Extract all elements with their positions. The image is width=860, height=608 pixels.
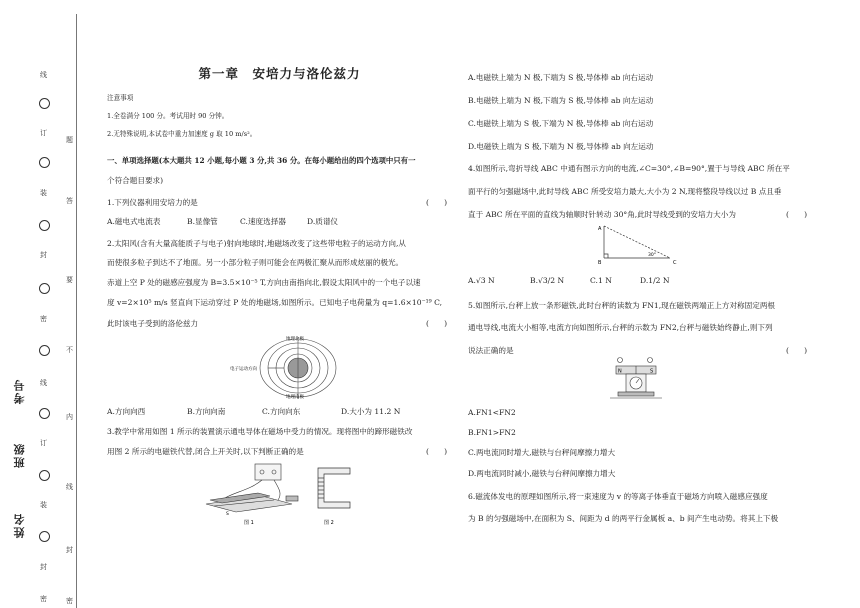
q2-option-a: A.方向向西 — [107, 407, 146, 416]
binding-hole — [39, 408, 50, 419]
q2-option-b: B.方向向南 — [187, 407, 226, 416]
binding-hole — [39, 98, 50, 109]
q3-figure-2-electromagnet — [318, 468, 350, 508]
q3-figure-1-apparatus — [206, 464, 298, 512]
binding-char: 密 — [40, 315, 47, 323]
q5-option-a: A.FN1<FN2 — [468, 408, 516, 417]
q4-option-c: C.1 N — [590, 276, 612, 285]
notes-heading: 注意事项 — [107, 94, 134, 102]
q5-line: 5.如图所示,台秤上放一条形磁铁,此时台秤的读数为 FN1,现在磁铁两端正上方对称固定两根 — [468, 301, 776, 310]
q2-option-d: D.大小为 11.2 N — [341, 407, 401, 416]
binding-hole — [39, 283, 50, 294]
binding-char: 密 — [40, 595, 47, 603]
q2-line: 而使很多粒子到达不了地面。另一小部分粒子则可能会在两极汇聚从而形成炫丽的极光。 — [107, 258, 404, 267]
class-label: 班级 — [13, 442, 26, 468]
binding-char: 装 — [40, 189, 47, 197]
q4-option-a: A.√3 N — [468, 276, 495, 285]
exam-number-label: 考号 — [13, 378, 26, 404]
note-1: 1.全卷满分 100 分。考试用时 90 分钟。 — [107, 112, 229, 120]
q5-option-c: C.两电流同时增大,磁铁与台秤间摩擦力增大 — [468, 448, 616, 457]
section-heading — [107, 155, 415, 166]
fig-label-electron-dir: 电子运动方向 — [230, 367, 257, 372]
name-label: 姓名 — [13, 512, 26, 538]
binding-char: 封 — [40, 251, 47, 259]
q5-figure-scale-magnet — [606, 356, 666, 404]
q4-figure-triangle — [596, 222, 682, 266]
page-title: 第一章 安培力与洛伦兹力 — [198, 66, 361, 81]
binding-char: 线 — [40, 71, 47, 79]
q3-figures — [200, 460, 360, 530]
q2-line: 2.太阳风(含有大量高能质子与电子)射向地球时,地磁场改变了这些带电粒子的运动方向,从 — [107, 239, 406, 248]
binding-char: 不 — [66, 346, 73, 354]
q3-option-a: A.电磁铁上端为 N 极,下端为 S 极,导体棒 ab 向右运动 — [468, 73, 654, 82]
q1-option-a: A.磁电式电流表 — [107, 217, 161, 226]
q2-line: 赤道上空 P 处的磁感应强度为 B=3.5×10⁻⁵ T,方向由南指向北,假设太阳风中的一个电子以速 — [107, 278, 421, 287]
q4-option-d: D.1/2 N — [640, 276, 670, 285]
fig-label-south: 地理南极 — [286, 395, 304, 400]
fig-label-1: 图 1 — [244, 520, 254, 526]
binding-hole — [39, 157, 50, 168]
binding-char: 订 — [40, 439, 47, 447]
q3-option-c: C.电磁铁上端为 S 极,下端为 N 极,导体棒 ab 向右运动 — [468, 119, 654, 128]
binding-char: 订 — [40, 129, 47, 137]
q4-option-b: B.√3/2 N — [530, 276, 565, 285]
magnet-s-label: S — [650, 368, 654, 375]
q3-line: 3.教学中常用如图 1 所示的装置演示通电导体在磁场中受力的情况。现将图中的蹄形磁铁改 — [107, 427, 413, 436]
fig-label-b: B — [598, 260, 602, 266]
binding-char: 封 — [66, 546, 73, 554]
q2-figure-earth-field — [228, 334, 344, 400]
answer-paren: ( ) — [786, 346, 808, 355]
binding-strip — [0, 0, 92, 608]
section-heading-line2: 个符合题目要求) — [107, 176, 164, 185]
binding-char: 线 — [66, 483, 73, 491]
q6-line: 6.磁流体发电的原理如图所示,将一束速度为 v 的等离子体垂直于磁场方向喷入磁感应强度 — [468, 492, 768, 501]
fig-label-angle: 30° — [648, 253, 656, 258]
q2-option-c: C.方向向东 — [262, 407, 301, 416]
q3-line: 用图 2 所示的电磁铁代替,闭合上开关时,以下判断正确的是 — [107, 447, 304, 456]
binding-char: 答 — [66, 197, 73, 205]
binding-hole — [39, 345, 50, 356]
q2-line: 度 v=2×10⁵ m/s 竖直向下运动穿过 P 处的地磁场,如图所示。已知电子电荷量为 q=1.6×10⁻¹⁹ C, — [107, 298, 443, 307]
fig-label-s: S — [226, 512, 229, 517]
q4-line: 直于 ABC 所在平面的直线为轴顺时针转动 30°角,此时导线受到的安培力大小为 — [468, 210, 736, 219]
answer-paren: ( ) — [426, 198, 448, 207]
binding-hole — [39, 531, 50, 542]
answer-paren: ( ) — [786, 210, 808, 219]
answer-paren: ( ) — [426, 447, 448, 456]
q5-option-d: D.两电流同时减小,磁铁与台秤间摩擦力增大 — [468, 469, 616, 478]
binding-hole — [39, 220, 50, 231]
cut-line — [76, 14, 77, 608]
fig-label-a: A — [598, 226, 602, 232]
q5-option-b: B.FN1>FN2 — [468, 428, 516, 437]
section-heading-line1: 一、单项选择题(本大题共 12 小题,每小题 3 分,共 36 分。在每小题给出的四个选项中只有一 — [107, 156, 416, 165]
binding-char: 密 — [66, 597, 73, 605]
binding-char: 封 — [40, 563, 47, 571]
q4-line: 4.如图所示,弯折导线 ABC 中通有图示方向的电流,∠C=30°,∠B=90°,置于与导线 ABC 所在平 — [468, 164, 790, 173]
q1-stem: 1.下列仪器利用安培力的是 — [107, 198, 198, 207]
note-2: 2.无特殊说明,本试卷中重力加速度 g 取 10 m/s²。 — [107, 130, 257, 138]
q5-line: 说法正确的是 — [468, 346, 514, 355]
q6-line: 为 B 的匀强磁场中,在面积为 S、间距为 d 的两平行金属板 a、b 间产生电动势。将其上下极 — [468, 514, 779, 523]
binding-char: 要 — [66, 276, 73, 284]
fig-label-c: C — [673, 260, 677, 266]
binding-hole — [39, 470, 50, 481]
q2-line: 此时该电子受到的洛伦兹力 — [107, 319, 199, 328]
binding-char: 题 — [66, 136, 73, 144]
q3-option-b: B.电磁铁上端为 N 极,下端为 S 极,导体棒 ab 向左运动 — [468, 96, 654, 105]
binding-char: 内 — [66, 413, 73, 421]
binding-char: 装 — [40, 501, 47, 509]
q4-line: 面平行的匀强磁场中,此时导线 ABC 所受安培力最大,大小为 2 N,现将整段导线以过 B 点且垂 — [468, 187, 782, 196]
magnet-n-label: N — [618, 368, 622, 375]
q1-option-d: D.质谱仪 — [307, 217, 339, 226]
q1-option-c: C.速度选择器 — [240, 217, 286, 226]
q1-option-b: B.显像管 — [187, 217, 218, 226]
q5-line: 通电导线,电流大小相等,电流方向如图所示,台秤的示数为 FN2,台秤与磁铁始终静止,则下列 — [468, 323, 773, 332]
fig-label-north: 地理北极 — [286, 337, 304, 342]
q3-option-d: D.电磁铁上端为 S 极,下端为 N 极,导体棒 ab 向左运动 — [468, 142, 654, 151]
fig-label-2: 图 2 — [324, 520, 334, 526]
answer-paren: ( ) — [426, 319, 448, 328]
binding-char: 线 — [40, 379, 47, 387]
